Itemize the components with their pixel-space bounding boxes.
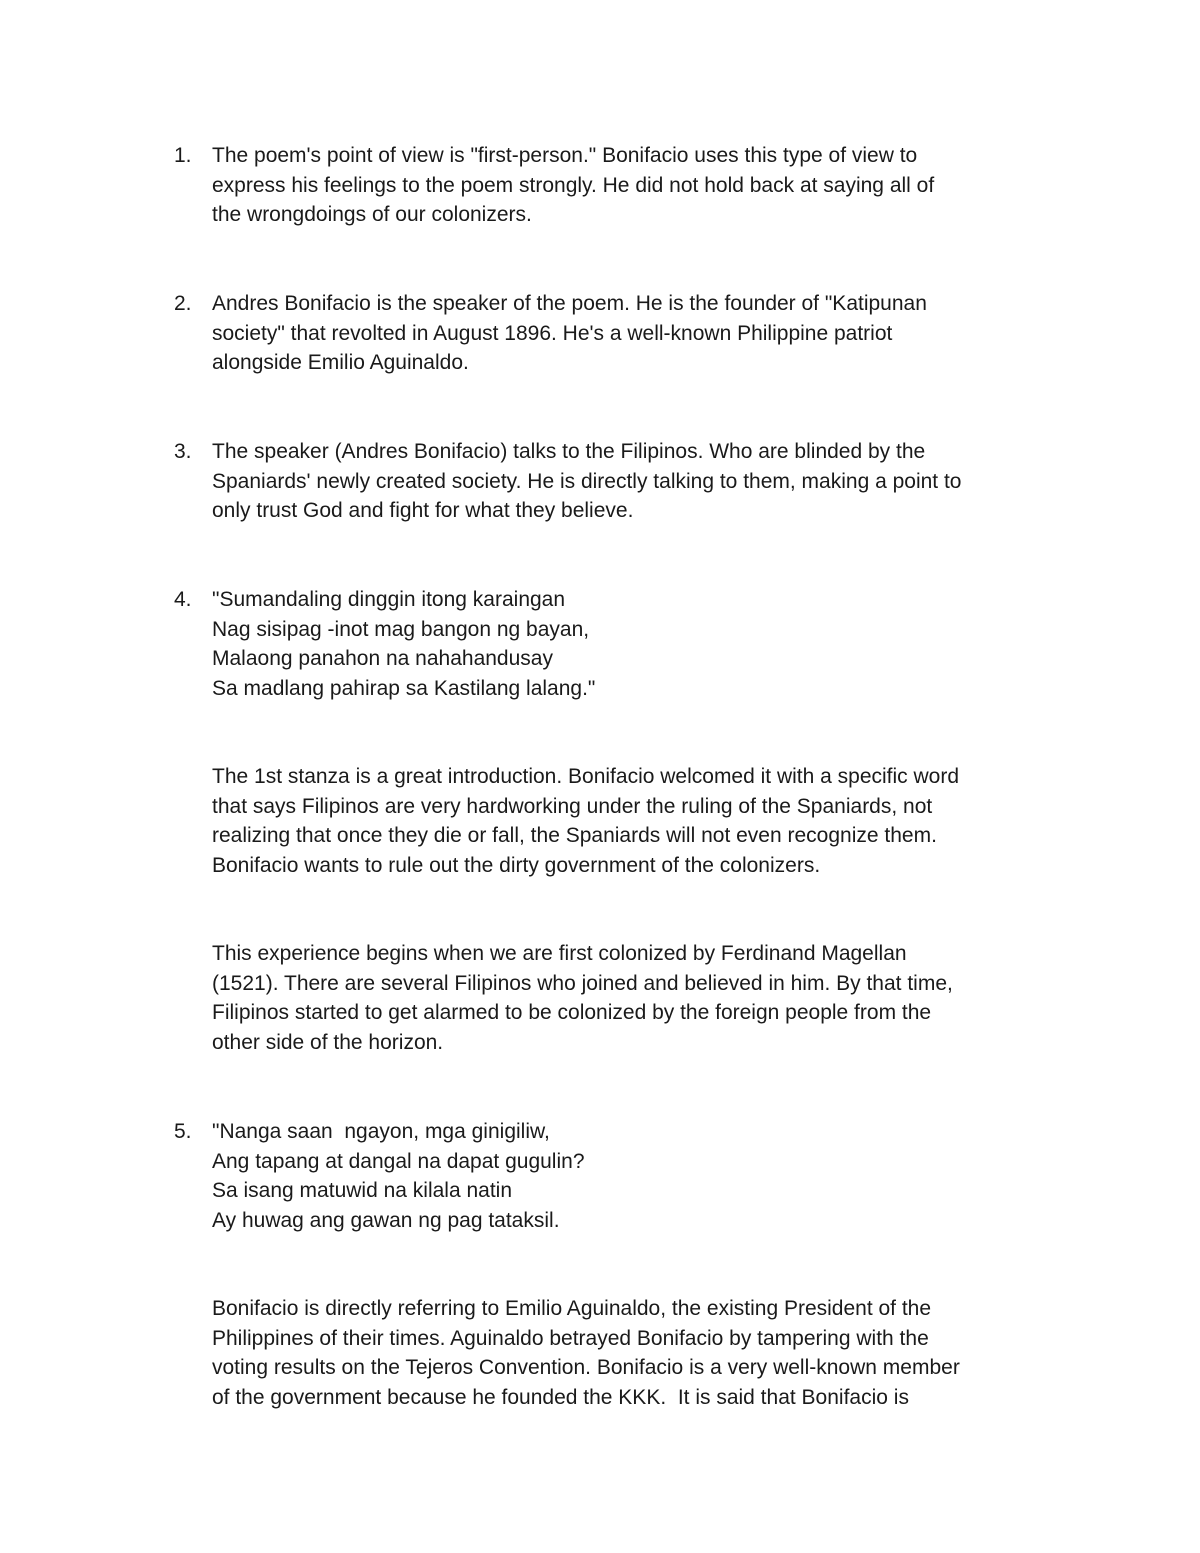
text-line: realizing that once they die or fall, the Spaniards will not even recognize them.	[212, 824, 937, 847]
poem-line: Sa madlang pahirap sa Kastilang lalang."	[212, 676, 596, 700]
list-number: 1.	[174, 144, 192, 167]
text-line: The speaker (Andres Bonifacio) talks to the Filipinos. Who are blinded by the	[212, 440, 926, 463]
poem-line: "Sumandaling dinggin itong karaingan	[212, 588, 566, 611]
text-line: Spaniards' newly created society. He is directly talking to them, making a point to	[212, 469, 962, 493]
item-4-analysis-paragraph	[212, 762, 1072, 880]
list-item-1	[174, 141, 1072, 230]
text-line: other side of the horizon.	[212, 1030, 444, 1054]
list-number: 3.	[174, 440, 192, 463]
text-line: The 1st stanza is a great introduction. Bonifacio welcomed it with a specific word	[212, 765, 960, 788]
text-line: only trust God and fight for what they believe.	[212, 499, 634, 522]
list-item-4	[174, 585, 1072, 703]
text-line: the wrongdoings of our colonizers.	[212, 203, 532, 226]
text-line: alongside Emilio Aguinaldo.	[212, 351, 469, 374]
text-line: Andres Bonifacio is the speaker of the poem. He is the founder of "Katipunan	[212, 292, 927, 315]
list-item-2	[174, 289, 1072, 378]
poem-line: "Nanga saan ngayon, mga ginigiliw,	[212, 1120, 550, 1143]
poem-line: Ang tapang at dangal na dapat gugulin?	[212, 1149, 585, 1173]
text-line: This experience begins when we are first colonized by Ferdinand Magellan	[212, 942, 907, 965]
text-line: (1521). There are several Filipinos who joined and believed in him. By that time,	[212, 971, 953, 995]
text-line: The poem's point of view is "first-person." Bonifacio uses this type of view to	[212, 144, 918, 167]
text-line: Filipinos started to get alarmed to be colonized by the foreign people from the	[212, 1001, 932, 1024]
text-line: society" that revolted in August 1896. He's a well-known Philippine patriot	[212, 321, 893, 345]
text-line: Bonifacio is directly referring to Emilio Aguinaldo, the existing President of the	[212, 1297, 932, 1320]
poem-line: Nag sisipag -inot mag bangon ng bayan,	[212, 617, 590, 641]
text-line: Bonifacio wants to rule out the dirty government of the colonizers.	[212, 853, 821, 877]
poem-line: Sa isang matuwid na kilala natin	[212, 1179, 513, 1202]
text-line: voting results on the Tejeros Convention. Bonifacio is a very well-known member	[212, 1356, 960, 1379]
list-number: 2.	[174, 292, 192, 315]
item-4-context-paragraph	[212, 939, 1072, 1057]
poem-line: Ay huwag ang gawan ng pag tataksil.	[212, 1208, 560, 1232]
poem-line: Malaong panahon na nahahandusay	[212, 647, 553, 670]
list-number: 4.	[174, 588, 192, 611]
list-item-3	[174, 437, 1072, 526]
text-line: Philippines of their times. Aguinaldo betrayed Bonifacio by tampering with the	[212, 1326, 929, 1350]
list-item-5	[174, 1117, 1072, 1235]
text-line: of the government because he founded the KKK. It is said that Bonifacio is	[212, 1385, 909, 1409]
item-5-analysis-paragraph	[212, 1294, 1072, 1412]
list-number: 5.	[174, 1120, 192, 1143]
text-line: that says Filipinos are very hardworking under the ruling of the Spaniards, not	[212, 794, 933, 818]
text-line: express his feelings to the poem strongly. He did not hold back at saying all of	[212, 173, 935, 197]
